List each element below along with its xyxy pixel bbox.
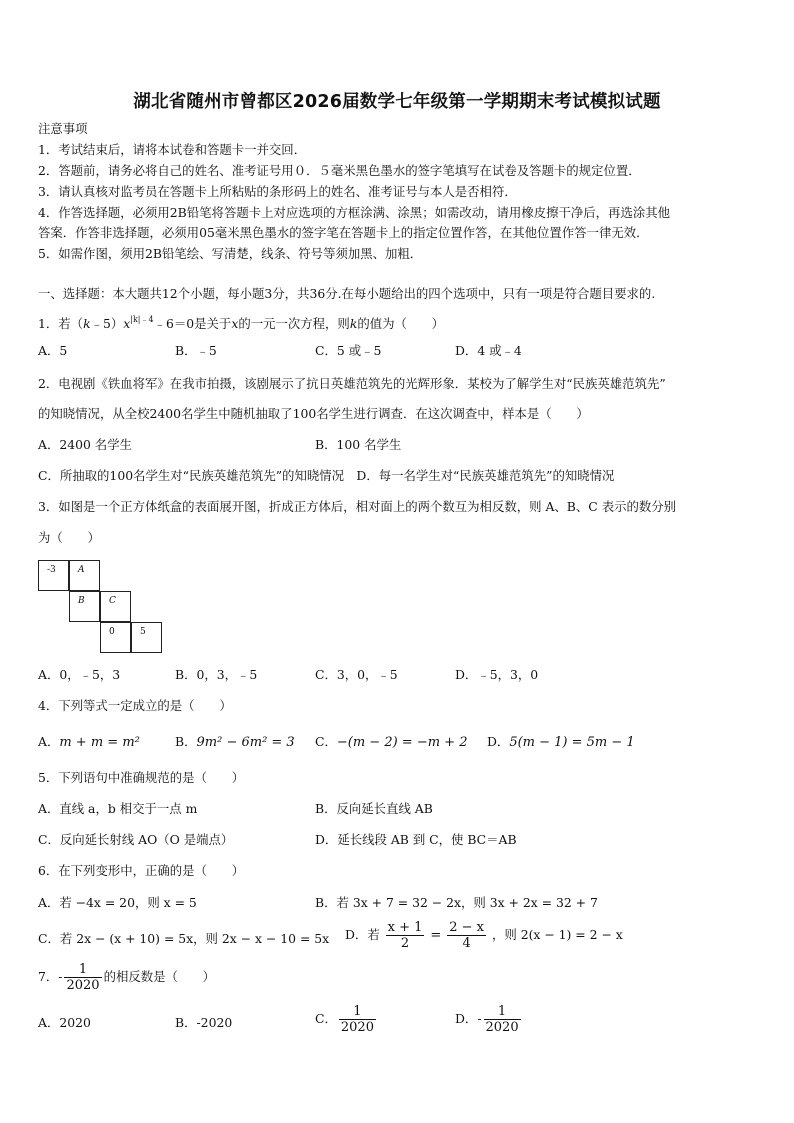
q3-option-c: C．3，0，﹣5 [315,667,398,682]
minus-sign: - [58,969,63,984]
equals-sign: = [430,928,442,943]
fraction-denominator: 2020 [66,978,100,993]
q3-option-a: A．0，﹣5，3 [38,667,121,682]
fraction-denominator: 2020 [485,1020,519,1035]
fraction [339,1004,376,1035]
q4-option-c [315,734,467,751]
q1-text: 的一元一次方程，则 [238,316,350,331]
q6-option-d [345,920,623,951]
fraction-numerator: 1 [339,1004,376,1020]
q5-option-d: D．延长线段 AB 到 C，使 BC＝AB [315,832,517,847]
q1-option-d: D．4 或﹣4 [455,343,522,358]
option-label: D． [487,734,510,749]
net-cell-label: A [78,565,85,575]
q6-option-b: B．若 3x + 7 = 32 − 2x，则 3x + 2x = 32 + 7 [315,895,598,910]
fraction [447,920,486,951]
q4-option-d [487,734,635,751]
question-4-stem: 4．下列等式一定成立的是（ ） [38,698,232,713]
fraction-numerator: 2 − x [449,920,485,935]
option-text: ，则 2(x − 1) = 2 − x [491,927,623,942]
q1-text: 的值为（ ） [357,316,445,331]
net-cell: 5 [131,622,162,653]
question-number: 7． [38,969,59,984]
q6-option-a: A．若 −4x = 20，则 x = 5 [38,895,197,910]
math-expression: m + m = m² [59,735,140,750]
q2-options-cd: C．所抽取的100名学生对“民族英雄范筑先”的知晓情况 D．每一名学生对“民族英雄范筑先”的知晓情况 [38,468,615,483]
q3-option-d: D．﹣5，3，0 [455,667,539,682]
q1-var-k: k [349,316,358,331]
cube-net-figure [38,560,168,655]
q1-option-a: A．5 [38,343,68,358]
option-label: C． [315,734,337,749]
q1-var-x: x [231,316,239,331]
q5-option-b: B．反向延长直线 AB [315,801,433,816]
question-2-stem-line2: 的知晓情况，从全校2400名学生中随机抽取了100名学生进行调查．在这次调查中，样本是（ ） [38,406,589,421]
net-cell-c [100,591,131,622]
fraction [484,1004,521,1035]
question-3-stem-line2: 为（ ） [38,530,100,545]
q1-option-b: B．﹣5 [175,343,217,358]
q4-option-a [38,734,140,751]
question-5-stem: 5．下列语句中准确规范的是（ ） [38,770,245,785]
net-cell-b [69,591,100,622]
q1-text: 1．若（ [38,316,84,331]
q6-option-c: C．若 2x − (x + 10) = 5x，则 2x − x − 10 = 5x [38,931,330,946]
q5-option-a: A．直线 a，b 相交于一点 m [38,801,198,816]
fraction [64,962,101,993]
question-7-stem [38,962,215,993]
fraction-numerator: 1 [484,1004,521,1020]
fraction-denominator: 2020 [340,1020,374,1035]
question-2-stem-line1: 2．电视剧《铁血将军》在我市拍摄，该剧展示了抗日英雄范筑先的光辉形象．某校为了解学生对“民族英雄范筑先” [38,376,666,391]
net-cell-label: B [78,596,85,606]
q5-option-c: C．反向延长射线 AO（O 是端点） [38,832,234,847]
question-1-stem [38,312,444,332]
net-cell-a [69,560,100,591]
math-expression: 5(m − 1) = 5m − 1 [509,735,635,750]
notice-item: 4．作答选择题，必须用2B铅笔将答题卡上对应选项的方框涂满、涂黑；如需改动，请用橡皮擦干净后，再选涂其他 [38,205,671,220]
option-label: D．若 [345,927,380,942]
net-cell: 0 [100,622,131,653]
notice-item: 3．请认真核对监考员在答题卡上所粘贴的条形码上的姓名、准考证号与本人是否相符． [38,184,517,199]
option-label: B． [175,734,197,749]
question-3-stem-line1: 3．如图是一个正方体纸盒的表面展开图，折成正方体后，相对面上的两个数互为相反数，则 A、B、C 表示的数分别 [38,499,677,514]
fraction-numerator: 1 [64,962,101,978]
notice-heading: 注意事项 [38,121,88,136]
fraction-numerator: x + 1 [387,920,423,935]
q7-option-b: B．-2020 [175,1015,233,1030]
q1-option-c: C．5 或﹣5 [315,343,382,358]
math-expression: −(m − 2) = −m + 2 [336,735,468,750]
q1-text: ﹣6＝0是关于 [153,316,232,331]
q7-option-c [315,1004,378,1035]
q3-option-b: B．0，3，﹣5 [175,667,258,682]
q7-option-d [455,1004,523,1035]
q2-option-a: A．2400 名学生 [38,437,132,452]
fraction-denominator: 2 [400,936,410,951]
option-label: D．- [455,1011,482,1026]
net-cell-label: C [109,596,116,606]
q7-option-a: A．2020 [38,1015,91,1030]
q7-text: 的相反数是（ ） [103,969,216,984]
notice-item: 5．如需作图，须用2B铅笔绘、写清楚，线条、符号等须加黑、加粗． [38,246,423,261]
q1-var-k: k [83,316,91,331]
notice-item: 2．答题前，请务必将自己的姓名、准考证号用０．５毫米黑色墨水的签字笔填写在试卷及答题卡的规定位置． [38,163,641,178]
net-cell: -3 [38,560,69,591]
fraction [386,920,425,951]
notice-item: 答案．作答非选择题，必须用05毫米黑色墨水的签字笔在答题卡上的指定位置作答，在其他位置作答一律无效． [38,225,649,240]
q1-exponent: |k|﹣4 [130,315,154,324]
q2-option-b: B．100 名学生 [315,437,402,452]
option-label: C． [315,1011,337,1026]
fraction-denominator: 4 [462,936,471,951]
option-label: A． [38,734,60,749]
q1-var-x: x [123,316,131,331]
q1-text: ﹣5） [90,316,124,331]
notice-item: 1．考试结束后，请将本试卷和答题卡一并交回． [38,142,307,157]
section-heading: 一、选择题：本大题共12个小题，每小题3分，共36分.在每小题给出的四个选项中，只有一项是符合题目要求的. [38,286,656,301]
question-6-stem: 6．在下列变形中，正确的是（ ） [38,863,245,878]
math-expression: 9m² − 6m² = 3 [196,735,295,750]
page-title: 湖北省随州市曾都区2026届数学七年级第一学期期末考试模拟试题 [133,92,661,112]
q4-option-b [175,734,295,751]
